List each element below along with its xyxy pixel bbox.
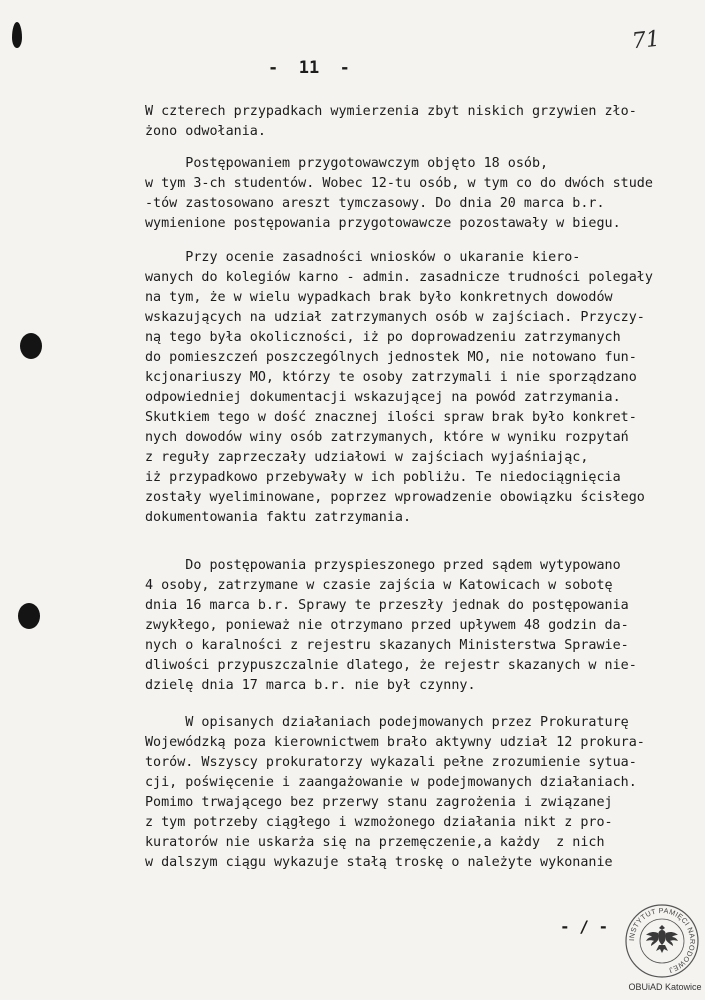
continuation-mark: - / - <box>560 917 609 936</box>
text-line: w dalszym ciągu wykazuje stałą troskę o należyte wykonanie <box>145 855 613 870</box>
text-line: W opisanych działaniach podejmowanych przez Prokuraturę <box>145 715 629 730</box>
text-line: wymienione postępowania przygotowawcze pozostawały w biegu. <box>145 216 621 231</box>
text-line: cji, poświęcenie i zaangażowanie w podejmowanych działaniach. <box>145 775 637 790</box>
text-line: Skutkiem tego w dość znacznej ilości spraw brak było konkret- <box>145 410 637 425</box>
text-line: kuratorów nie uskarża się na przemęczenie,a każdy z nich <box>145 835 605 850</box>
text-line: dnia 16 marca b.r. Sprawy te przeszły jednak do postępowania <box>145 598 629 613</box>
page-number-header: - 11 - <box>268 58 350 78</box>
punch-hole-mark <box>12 22 22 48</box>
text-line: na tym, że w wielu wypadkach brak było konkretnych dowodów <box>145 290 613 305</box>
text-line: -tów zastosowano areszt tymczasowy. Do dnia 20 marca b.r. <box>145 196 605 211</box>
stamp-caption: OBUiAD Katowice <box>628 982 702 992</box>
text-line: z tym potrzeby ciągłego i wzmożonego działania nikt z pro- <box>145 815 613 830</box>
text-line: torów. Wszyscy prokuratorzy wykazali pełne zrozumienie sytua- <box>145 755 637 770</box>
text-line: nych o karalności z rejestru skazanych Ministerstwa Sprawie- <box>145 638 629 653</box>
text-line: dzielę dnia 17 marca b.r. nie był czynny. <box>145 678 476 693</box>
text-line: dokumentowania faktu zatrzymania. <box>145 510 412 525</box>
text-line: Wojewódzką poza kierownictwem brało aktywny udział 12 prokura- <box>145 735 645 750</box>
text-line: z reguły zaprzeczały udziałowi w zajściach wyjaśniając, <box>145 450 589 465</box>
paragraph <box>145 102 700 142</box>
punch-hole-mark <box>18 603 40 629</box>
text-line: W czterech przypadkach wymierzenia zbyt niskich grzywien zło- <box>145 104 637 119</box>
text-line: Do postępowania przyspieszonego przed sądem wytypowano <box>145 558 621 573</box>
text-line: zwykłego, ponieważ nie otrzymano przed upływem 48 godzin da- <box>145 618 629 633</box>
paragraph <box>145 154 700 234</box>
text-line: Pomimo trwającego bez przerwy stanu zagrożenia i związanej <box>145 795 613 810</box>
text-line: wskazujących na udział zatrzymanych osób w zajściach. Przyczy- <box>145 310 645 325</box>
text-line: dliwości przypuszczalnie dlatego, że rejestr skazanych w nie- <box>145 658 637 673</box>
text-line: odpowiedniej dokumentacji wskazującej na powód zatrzymania. <box>145 390 621 405</box>
text-line: w tym 3-ch studentów. Wobec 12-tu osób, w tym co do dwóch stude <box>145 176 653 191</box>
eagle-emblem-icon <box>646 925 678 953</box>
text-line: zostały wyeliminowane, poprzez wprowadzenie obowiązku ścisłego <box>145 490 645 505</box>
paragraph <box>145 556 700 696</box>
text-line: wanych do kolegiów karno - admin. zasadnicze trudności polegały <box>145 270 653 285</box>
text-line: Przy ocenie zasadności wniosków o ukaranie kiero- <box>145 250 581 265</box>
text-line: żono odwołania. <box>145 124 266 139</box>
stamp-ring-text: INSTYTUT PAMIĘCI NARODOWEJ <box>626 905 698 976</box>
text-line: 4 osoby, zatrzymane w czasie zajścia w Katowicach w sobotę <box>145 578 613 593</box>
text-line: iż przypadkowo przebywały w ich pobliżu. Te niedociągnięcia <box>145 470 621 485</box>
paragraph <box>145 713 700 873</box>
ipn-archive-stamp <box>624 903 700 979</box>
text-line: kcjonariuszy MO, którzy te osoby zatrzymali i nie sporządzano <box>145 370 637 385</box>
text-line: ną tego była okoliczności, iż po doprowadzeniu zatrzymanych <box>145 330 621 345</box>
text-line: do pomieszczeń poszczególnych jednostek MO, nie notowano fun- <box>145 350 637 365</box>
text-line: nych dowodów winy osób zatrzymanych, które w wyniku rozpytań <box>145 430 629 445</box>
paragraph <box>145 248 700 528</box>
text-line: Postępowaniem przygotowawczym objęto 18 osób, <box>145 156 549 171</box>
punch-hole-mark <box>20 333 42 359</box>
folio-number: 71 <box>630 26 662 55</box>
